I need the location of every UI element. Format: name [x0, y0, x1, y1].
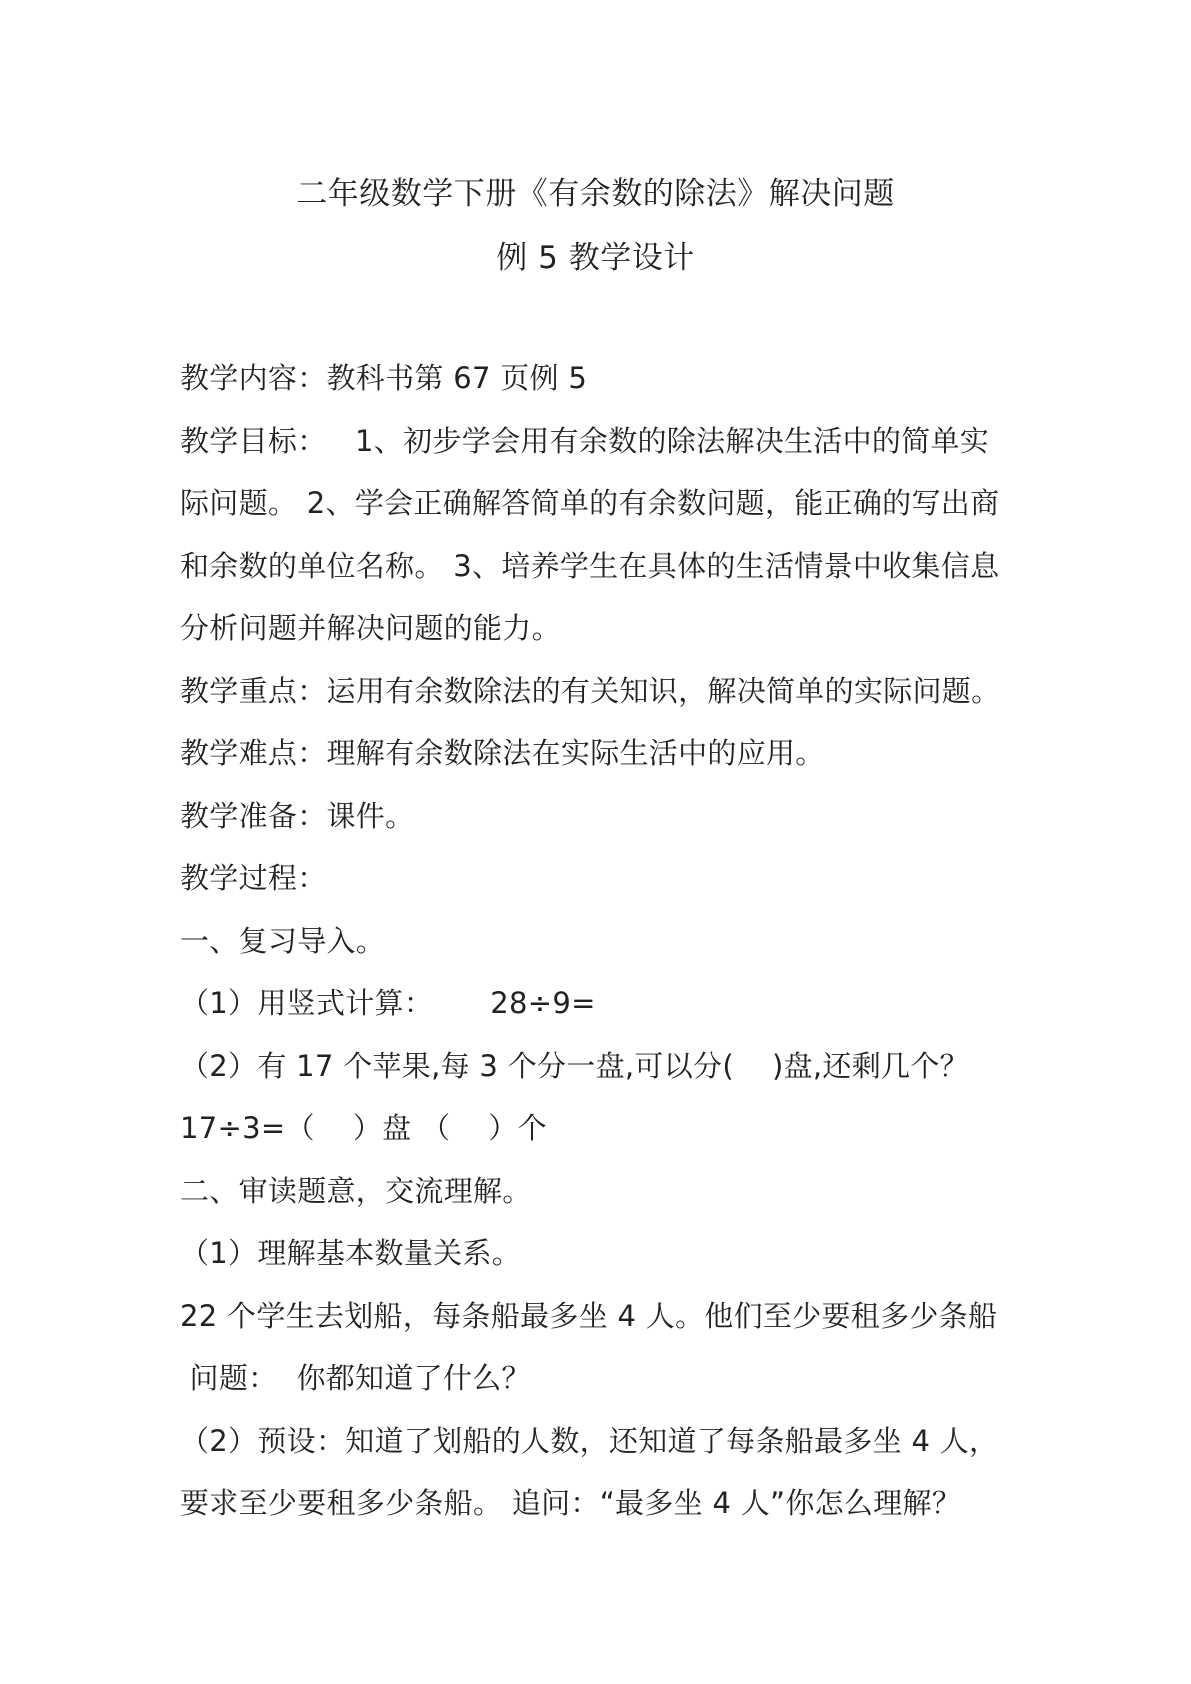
teaching-goals-line-1: 教学目标： 1、初步学会用有余数的除法解决生活中的简单实 — [180, 423, 990, 458]
problem-statement: 22 个学生去划船，每条船最多坐 4 人。他们至少要租多少条船 — [180, 1298, 998, 1333]
teaching-goals-line-2: 际问题。 2、学会正确解答简单的有余数问题，能正确的写出商 — [180, 486, 1000, 520]
understanding-item-1: （1）理解基本数量关系。 — [180, 1236, 522, 1270]
review-item-1: （1）用竖式计算： 28÷9= — [180, 986, 596, 1020]
teaching-difficulty-line: 教学难点：理解有余数除法在实际生活中的应用。 — [180, 736, 825, 770]
document-body — [180, 347, 1050, 1535]
understanding-item-2: （2）预设：知道了划船的人数，还知道了每条船最多坐 4 人， — [180, 1423, 999, 1458]
review-item-2: （2）有 17 个苹果,每 3 个分一盘,可以分( )盘,还剩几个？ — [180, 1048, 969, 1083]
problem-question: 问题： 你都知道了什么？ — [180, 1361, 531, 1395]
section-review-heading: 一、复习导入。 — [180, 923, 386, 958]
review-item-2-equation: 17÷3=（ ）盘 （ ）个 — [180, 1111, 547, 1145]
teaching-goals-line-4: 分析问题并解决问题的能力。 — [180, 611, 561, 645]
teaching-goals-line-3: 和余数的单位名称。 3、培养学生在具体的生活情景中收集信息 — [180, 548, 1000, 583]
teaching-content-line: 教学内容：教科书第 67 页例 5 — [180, 361, 588, 395]
understanding-item-2-cont: 要求至少要租多少条船。 追问：“最多坐 4 人”你怎么理解？ — [180, 1486, 962, 1520]
title-line-1: 二年级数学下册《有余数的除法》解决问题 — [296, 176, 895, 212]
document-title — [0, 162, 1191, 290]
teaching-focus-line: 教学重点：运用有余数除法的有关知识，解决简单的实际问题。 — [180, 673, 1001, 708]
teaching-process-heading: 教学过程： — [180, 861, 327, 895]
section-understanding-heading: 二、审读题意，交流理解。 — [180, 1173, 532, 1208]
teaching-preparation-line: 教学准备：课件。 — [180, 798, 415, 833]
title-line-2: 例 5 教学设计 — [496, 240, 695, 276]
